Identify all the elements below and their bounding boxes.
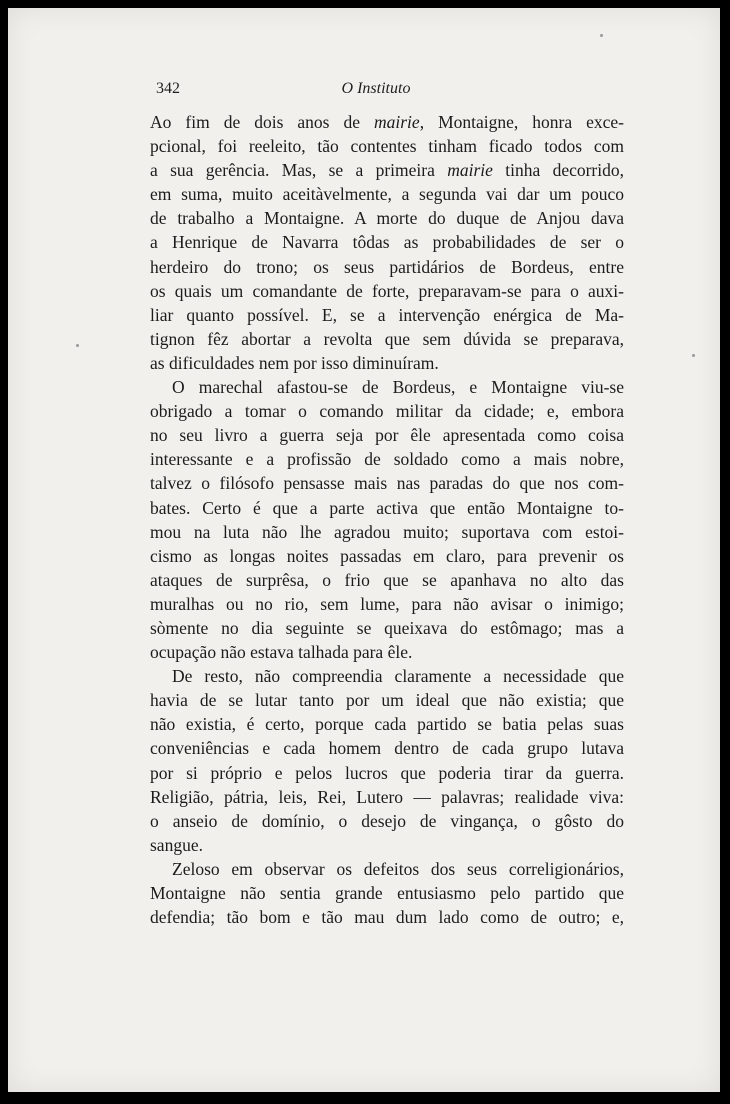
text-line: Montaigne não sentia grande entusiasmo pelo partido que	[150, 883, 624, 903]
text-line: as dificuldades nem por isso diminuíram.	[150, 352, 439, 373]
italic-term: mairie	[447, 160, 493, 181]
italic-term: mairie	[374, 112, 420, 132]
text-line: O marechal afastou-se de Bordeus, e Montaigne viu-se	[172, 377, 624, 398]
text-line: mou na luta não lhe agradou muito; suportava com estoi-	[150, 521, 624, 542]
text-line: Religião, pátria, leis, Rei, Lutero — palavras; realidade viva:	[150, 786, 624, 807]
page-header	[156, 80, 616, 102]
text-line: o anseio de domínio, o desejo de vingança, o gôsto do	[150, 810, 624, 831]
running-title: O Instituto	[341, 80, 411, 97]
text-line: por si próprio e pelos lucros que poderia tirar da guerra.	[150, 762, 624, 783]
text-line: De resto, não compreendia claramente a necessidade que	[172, 666, 624, 687]
text-line: a sua gerência. Mas, se a primeira mairie tinha decorrido,	[150, 160, 624, 181]
text-line: Ao fim de dois anos de mairie, Montaigne, honra exce-	[150, 112, 625, 132]
text-line: conveniências e cada homem dentro de cada grupo lutava	[150, 738, 624, 759]
text-line: no seu livro a guerra seja por êle apresentada como coisa	[150, 425, 624, 446]
scan-speck	[76, 344, 79, 347]
text-line: obrigado a tomar o comando militar da cidade; e, embora	[150, 401, 624, 422]
scan-speck	[600, 34, 603, 37]
text-line: liar quanto possível. E, se a intervenção enérgica de Ma-	[150, 304, 624, 325]
text-line: talvez o filósofo pensasse mais nas paradas do que nos com-	[150, 473, 624, 494]
text-line: ocupação não estava talhada para êle.	[150, 642, 413, 663]
body-text	[150, 110, 624, 929]
page-number: 342	[156, 80, 180, 97]
text-line: tignon fêz abortar a revolta que sem dúvida se preparava,	[150, 328, 624, 349]
text-line: cismo as longas noites passadas em claro, para prevenir os	[150, 545, 624, 566]
text-line: bates. Certo é que a parte activa que então Montaigne to-	[150, 497, 624, 518]
text-line: Zeloso em observar os defeitos dos seus correligionários,	[172, 858, 624, 879]
text-line: sangue.	[150, 834, 203, 855]
text-line: havia de se lutar tanto por um ideal que não existia; que	[150, 690, 624, 711]
text-line: interessante e a profissão de soldado como a mais nobre,	[150, 449, 624, 470]
text-line: os quais um comandante de forte, preparavam-se para o auxi-	[150, 280, 624, 301]
text-line: sòmente no dia seguinte se queixava do estômago; mas a	[150, 617, 624, 638]
text-line: muralhas ou no rio, sem lume, para não avisar o inimigo;	[150, 593, 624, 614]
scan-speck	[692, 354, 695, 357]
text-line: herdeiro do trono; os seus partidários de Bordeus, entre	[150, 256, 624, 277]
paragraph-2	[150, 375, 624, 664]
paragraph-1	[150, 110, 624, 375]
text-line: em suma, muito aceitàvelmente, a segunda vai dar um pouco	[150, 184, 624, 205]
text-line: de trabalho a Montaigne. A morte do duque de Anjou dava	[150, 208, 624, 229]
text-line: não existia, é certo, porque cada partido se batia pelas suas	[150, 714, 624, 735]
paragraph-3	[150, 664, 624, 857]
text-line: pcional, foi reeleito, tão contentes tinham ficado todos com	[150, 136, 624, 157]
text-line: ataques de surprêsa, o frio que se apanhava no alto das	[150, 569, 624, 590]
paragraph-4	[150, 857, 624, 929]
text-line: a Henrique de Navarra tôdas as probabilidades de ser o	[150, 232, 624, 253]
text-line: defendia; tão bom e tão mau dum lado como de outro; e,	[150, 907, 624, 928]
